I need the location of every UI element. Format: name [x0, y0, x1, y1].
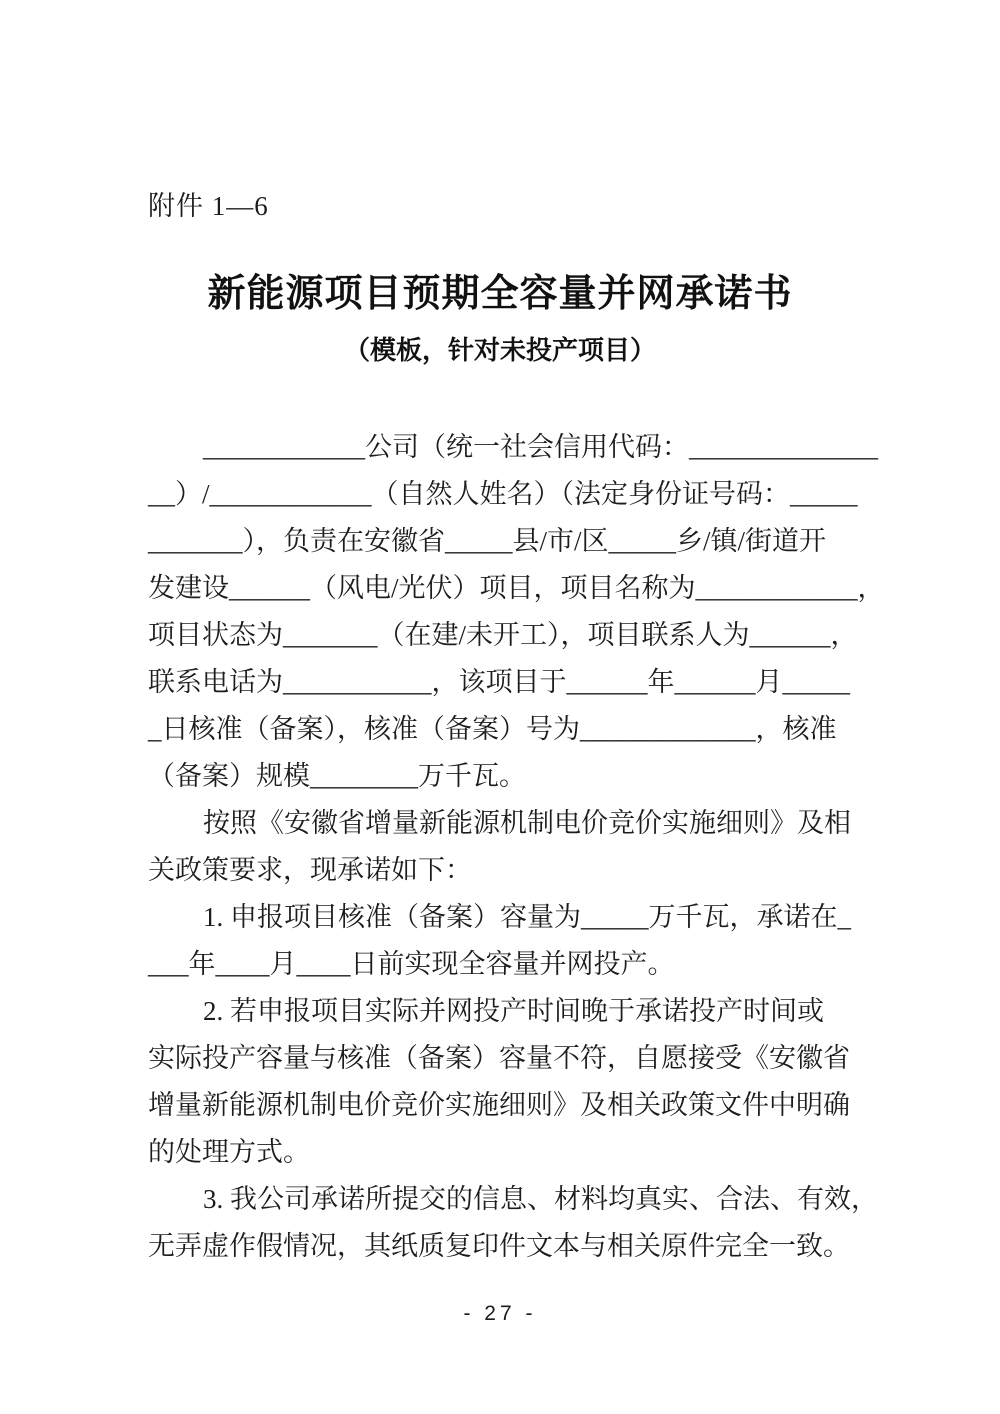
body-line: 联系电话为___________，该项目于______年______月_____ — [148, 667, 850, 697]
document-title: 新能源项目预期全容量并网承诺书 — [207, 273, 793, 315]
body-line: 无弄虚作假情况，其纸质复印件文本与相关原件完全一致。 — [148, 1231, 850, 1261]
page-number: - 27 - — [463, 1302, 537, 1325]
body-line: 1. 申报项目核准（备案）容量为_____万千瓦，承诺在_ — [203, 902, 851, 932]
body-line: 2. 若申报项目实际并网投产时间晚于承诺投产时间或 — [203, 996, 824, 1026]
body-line: __）/____________（自然人姓名）（法定身份证号码：_____ — [148, 479, 858, 509]
body-line: 的处理方式。 — [148, 1137, 310, 1167]
body-line: 实际投产容量与核准（备案）容量不符，自愿接受《安徽省 — [148, 1043, 850, 1073]
body-line: _______），负责在安徽省_____县/市/区_____乡/镇/街道开 — [148, 526, 827, 556]
body-line: 增量新能源机制电价竞价实施细则》及相关政策文件中明确 — [148, 1090, 850, 1120]
body-line: _日核准（备案），核准（备案）号为_____________，核准 — [148, 714, 837, 744]
document-body — [148, 424, 885, 1270]
body-line: 3. 我公司承诺所提交的信息、材料均真实、合法、有效， — [203, 1184, 878, 1214]
body-line: （备案）规模________万千瓦。 — [148, 761, 526, 791]
body-line: 按照《安徽省增量新能源机制电价竞价实施细则》及相 — [203, 808, 851, 838]
body-line: 关政策要求，现承诺如下： — [148, 855, 472, 885]
body-line: ___年____月____日前实现全容量并网投产。 — [148, 949, 675, 979]
document-subtitle: （模板，针对未投产项目） — [343, 335, 656, 365]
body-line: ____________公司（统一社会信用代码：______________ — [203, 432, 878, 462]
attachment-label: 附件 1—6 — [148, 191, 269, 221]
body-line: 项目状态为_______（在建/未开工），项目联系人为______， — [148, 620, 858, 650]
body-line: 发建设______（风电/光伏）项目，项目名称为____________， — [148, 573, 885, 603]
